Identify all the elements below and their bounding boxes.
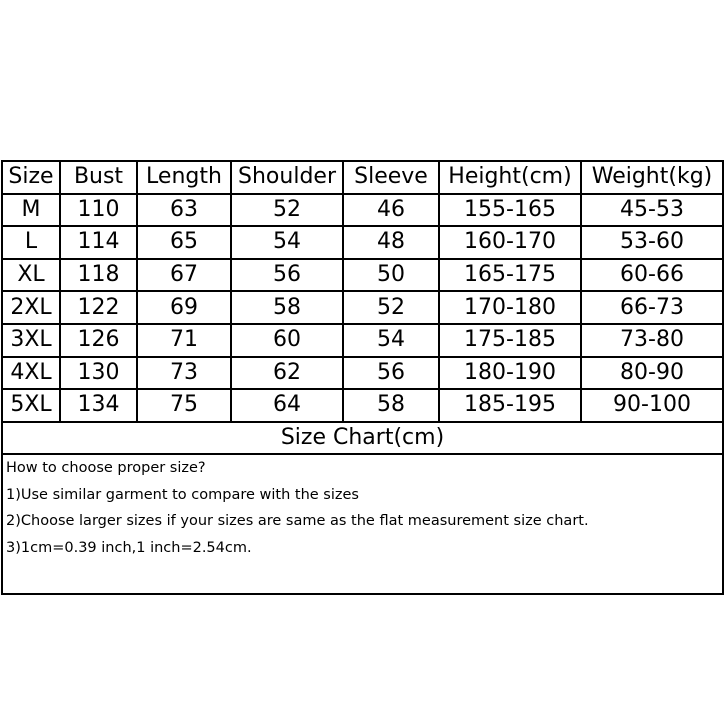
- value-cell: 73: [137, 357, 231, 390]
- header-cell: Height(cm): [439, 161, 581, 194]
- header-cell: Sleeve: [343, 161, 439, 194]
- value-cell: 56: [343, 357, 439, 390]
- header-cell: Bust: [60, 161, 137, 194]
- value-cell: 80-90: [581, 357, 723, 390]
- header-cell: Size: [2, 161, 60, 194]
- table-row: [2, 324, 723, 357]
- value-cell: 160-170: [439, 226, 581, 259]
- value-cell: 65: [137, 226, 231, 259]
- value-cell: 53-60: [581, 226, 723, 259]
- value-cell: 60: [231, 324, 343, 357]
- table-row: [2, 291, 723, 324]
- value-cell: 48: [343, 226, 439, 259]
- title-row: [2, 422, 723, 455]
- value-cell: 56: [231, 259, 343, 292]
- value-cell: 90-100: [581, 389, 723, 422]
- value-cell: 63: [137, 194, 231, 227]
- value-cell: 175-185: [439, 324, 581, 357]
- value-cell: 155-165: [439, 194, 581, 227]
- value-cell: 52: [231, 194, 343, 227]
- value-cell: 180-190: [439, 357, 581, 390]
- value-cell: 67: [137, 259, 231, 292]
- header-cell: Length: [137, 161, 231, 194]
- value-cell: 110: [60, 194, 137, 227]
- chart-title: Size Chart(cm): [2, 422, 723, 455]
- value-cell: 69: [137, 291, 231, 324]
- value-cell: 114: [60, 226, 137, 259]
- size-cell: 4XL: [2, 357, 60, 390]
- notes-cell: [2, 454, 723, 594]
- table-row: [2, 226, 723, 259]
- value-cell: 75: [137, 389, 231, 422]
- value-cell: 122: [60, 291, 137, 324]
- size-cell: 5XL: [2, 389, 60, 422]
- value-cell: 58: [343, 389, 439, 422]
- value-cell: 60-66: [581, 259, 723, 292]
- value-cell: 71: [137, 324, 231, 357]
- value-cell: 50: [343, 259, 439, 292]
- note-line: 3)1cm=0.39 inch,1 inch=2.54cm.: [6, 539, 252, 556]
- size-cell: L: [2, 226, 60, 259]
- table-row: [2, 259, 723, 292]
- table-row: [2, 389, 723, 422]
- value-cell: 52: [343, 291, 439, 324]
- note-line: 2)Choose larger sizes if your sizes are same as the flat measurement size chart.: [6, 513, 589, 530]
- value-cell: 185-195: [439, 389, 581, 422]
- size-chart: [1, 160, 722, 595]
- value-cell: 54: [343, 324, 439, 357]
- value-cell: 45-53: [581, 194, 723, 227]
- value-cell: 165-175: [439, 259, 581, 292]
- header-row: [2, 161, 723, 194]
- value-cell: 73-80: [581, 324, 723, 357]
- value-cell: 170-180: [439, 291, 581, 324]
- size-cell: 2XL: [2, 291, 60, 324]
- header-cell: Shoulder: [231, 161, 343, 194]
- value-cell: 118: [60, 259, 137, 292]
- value-cell: 54: [231, 226, 343, 259]
- note-line: How to choose proper size?: [6, 460, 206, 477]
- notes-row: [2, 454, 723, 594]
- value-cell: 46: [343, 194, 439, 227]
- size-cell: XL: [2, 259, 60, 292]
- header-cell: Weight(kg): [581, 161, 723, 194]
- value-cell: 134: [60, 389, 137, 422]
- value-cell: 64: [231, 389, 343, 422]
- size-cell: M: [2, 194, 60, 227]
- table-row: [2, 357, 723, 390]
- note-line: 1)Use similar garment to compare with the sizes: [6, 486, 359, 503]
- value-cell: 66-73: [581, 291, 723, 324]
- value-cell: 126: [60, 324, 137, 357]
- size-cell: 3XL: [2, 324, 60, 357]
- value-cell: 130: [60, 357, 137, 390]
- table-row: [2, 194, 723, 227]
- value-cell: 58: [231, 291, 343, 324]
- size-table: [1, 160, 724, 595]
- value-cell: 62: [231, 357, 343, 390]
